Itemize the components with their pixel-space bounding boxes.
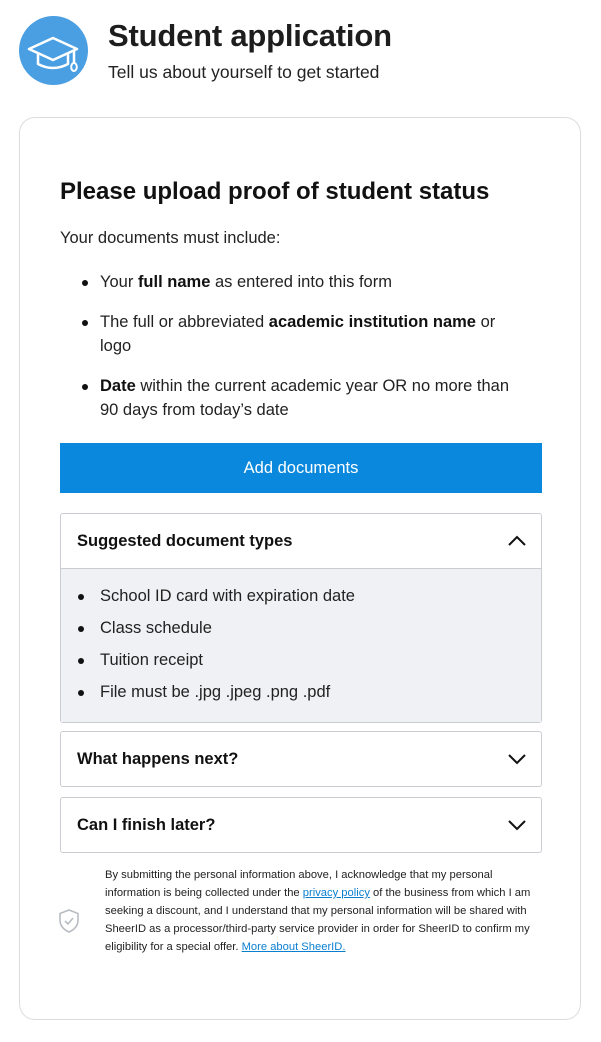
accordion-what-happens-next <box>60 731 542 787</box>
chevron-down-icon <box>507 753 527 765</box>
accordion-toggle[interactable] <box>61 798 541 852</box>
accordion-title: Can I finish later? <box>77 815 216 834</box>
page-title: Student application <box>108 18 392 53</box>
add-documents-button[interactable]: Add documents <box>60 443 542 493</box>
list-item: File must be .jpg .jpeg .png .pdf <box>61 680 541 704</box>
graduation-cap-icon <box>19 16 88 85</box>
list-item: Tuition receipt <box>61 648 541 672</box>
accordion-toggle[interactable] <box>61 514 541 568</box>
list-item: The full or abbreviated academic institution name or logo <box>60 310 530 358</box>
shield-check-icon <box>58 908 80 934</box>
list-item: Class schedule <box>61 616 541 640</box>
accordion-title: What happens next? <box>77 749 239 768</box>
page-header <box>19 16 579 86</box>
accordion-suggested-document-types <box>60 513 542 723</box>
consent-text: By submitting the personal information above, I acknowledge that my personal information is being collected under the privacy policy of the business from which I am seeking a discount, and I understand that my personal information will be shared with SheerID as a processor/third-party service provider in order for SheerID to confirm my eligibility for a special offer. More about SheerID. <box>105 869 531 953</box>
chevron-down-icon <box>507 819 527 831</box>
accordion-toggle[interactable] <box>61 732 541 786</box>
requirements-list <box>60 270 530 438</box>
document-types-list <box>61 584 541 704</box>
accordion-can-i-finish-later <box>60 797 542 853</box>
upload-heading: Please upload proof of student status <box>60 178 490 205</box>
accordion-title: Suggested document types <box>77 531 293 550</box>
chevron-up-icon <box>507 535 527 547</box>
application-card <box>19 117 581 1020</box>
list-item: School ID card with expiration date <box>61 584 541 608</box>
privacy-policy-link[interactable]: privacy policy <box>302 887 370 899</box>
accordion-panel <box>61 568 541 722</box>
list-item: Date within the current academic year OR no more than 90 days from today’s date <box>60 374 530 422</box>
list-item: Your full name as entered into this form <box>60 270 530 294</box>
more-about-sheerid-link[interactable]: More about SheerID. <box>241 941 346 953</box>
page-subtitle: Tell us about yourself to get started <box>108 62 380 82</box>
requirements-intro: Your documents must include: <box>60 229 281 247</box>
